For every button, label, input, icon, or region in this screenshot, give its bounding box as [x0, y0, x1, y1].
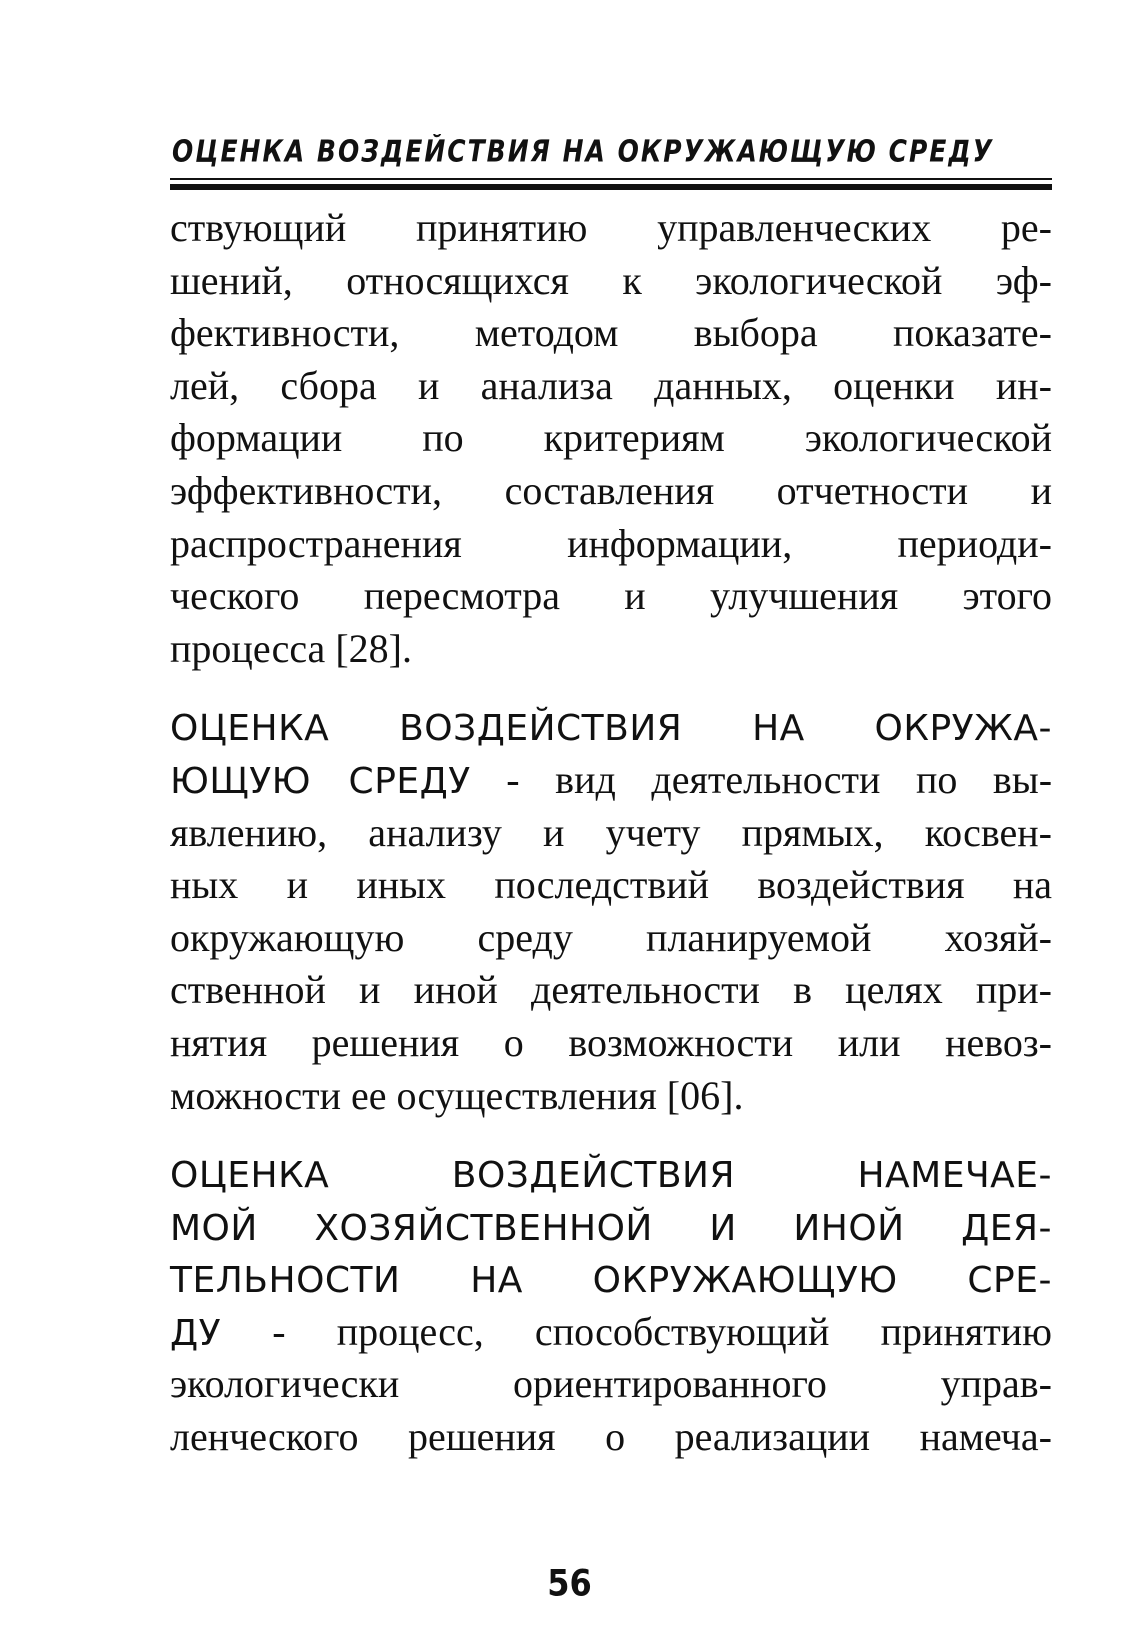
page-body — [170, 202, 1052, 1464]
glossary-term: ОЦЕНКА ВОЗДЕЙСТВИЯ НАМЕЧАЕ- — [170, 1155, 1052, 1197]
paragraph-continuation — [170, 202, 1052, 675]
glossary-term: ОЦЕНКА ВОЗДЕЙСТВИЯ НА ОКРУЖА- — [170, 708, 1052, 750]
text-line — [170, 701, 1052, 754]
line-text: ственной и иной деятельности в целях при- — [170, 967, 1052, 1013]
text-line — [170, 964, 1052, 1017]
text-line — [170, 202, 1052, 255]
line-text: окружающую среду планируемой хозяй- — [170, 914, 1052, 960]
glossary-term: МОЙ ХОЗЯЙСТВЕННОЙ И ИНОЙ ДЕЯ- — [170, 1207, 1052, 1249]
line-text: ческого пересмотра и улучшения этого — [170, 573, 1052, 619]
text-line — [170, 754, 1052, 807]
running-header: ОЦЕНКА ВОЗДЕЙСТВИЯ НА ОКРУЖАЮЩУЮ СРЕДУ — [172, 134, 994, 169]
line-text: - процесс, способствующий принятию — [221, 1308, 1052, 1354]
text-line — [170, 570, 1052, 623]
line-text: можности ее осуществления [06]. — [170, 1072, 744, 1118]
text-line — [170, 518, 1052, 571]
header-rule-thin — [170, 178, 1052, 180]
line-text: нятия решения о возможности или невоз- — [170, 1019, 1052, 1065]
text-line — [170, 1253, 1052, 1306]
line-text: распространения информации, периоди- — [170, 520, 1052, 566]
page-number: 56 — [547, 1561, 592, 1605]
line-text: фективности, методом выбора показате- — [170, 310, 1052, 356]
text-line — [170, 1411, 1052, 1464]
text-line — [170, 912, 1052, 965]
glossary-term: ЮЩУЮ СРЕДУ — [170, 760, 471, 802]
text-line — [170, 255, 1052, 308]
glossary-entry — [170, 701, 1052, 1122]
text-line — [170, 1070, 1052, 1123]
line-text: ленческого решения о реализации намеча- — [170, 1414, 1052, 1460]
text-line — [170, 623, 1052, 676]
line-text: шений, относящихся к экологической эф- — [170, 257, 1052, 303]
line-text: - вид деятельности по вы- — [470, 756, 1053, 802]
text-line — [170, 360, 1052, 413]
text-line — [170, 1201, 1052, 1254]
header-rule-thick — [170, 184, 1052, 190]
line-text: формации по критериям экологической — [170, 415, 1052, 461]
line-text: лей, сбора и анализа данных, оценки ин- — [170, 362, 1052, 408]
glossary-term: ТЕЛЬНОСТИ НА ОКРУЖАЮЩУЮ СРЕ- — [170, 1260, 1052, 1302]
glossary-entry — [170, 1148, 1052, 1464]
text-line — [170, 807, 1052, 860]
line-text: ных и иных последствий воздействия на — [170, 862, 1052, 908]
line-text: явлению, анализу и учету прямых, косвен- — [170, 809, 1052, 855]
text-line — [170, 465, 1052, 518]
text-line — [170, 307, 1052, 360]
text-line — [170, 412, 1052, 465]
line-text: экологически ориентированного управ- — [170, 1361, 1052, 1407]
text-line — [170, 1306, 1052, 1359]
line-text: ствующий принятию управленческих ре- — [170, 205, 1052, 250]
text-line — [170, 1148, 1052, 1201]
glossary-term: ДУ — [170, 1312, 222, 1354]
line-text: эффективности, составления отчетности и — [170, 467, 1052, 513]
text-line — [170, 1017, 1052, 1070]
text-line — [170, 1358, 1052, 1411]
text-line — [170, 859, 1052, 912]
line-text: процесса [28]. — [170, 625, 412, 671]
